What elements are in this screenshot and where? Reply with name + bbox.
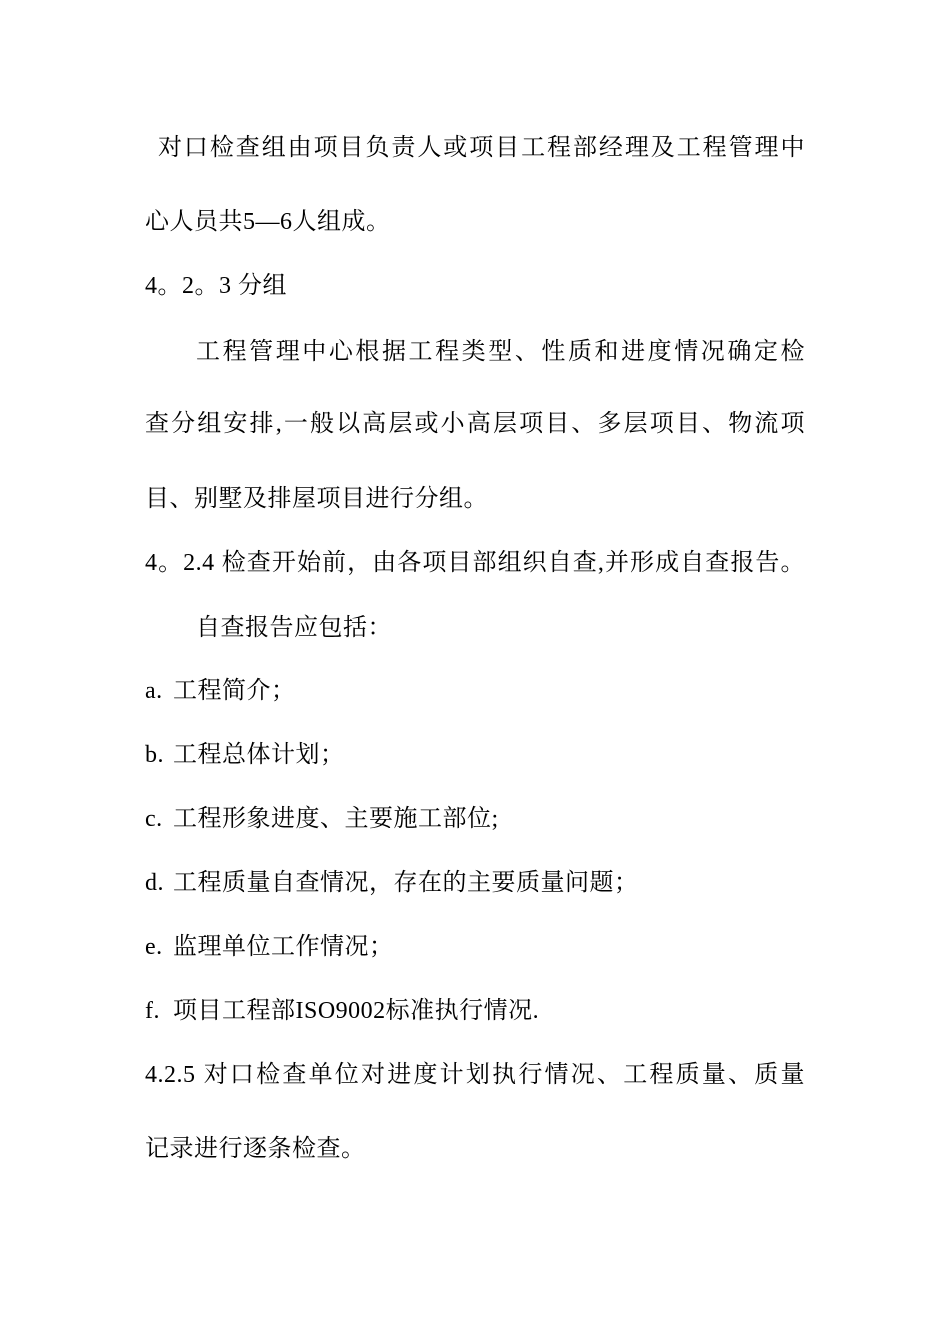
paragraph-line: 工程管理中心根据工程类型、性质和进度情况确定检	[196, 339, 805, 365]
list-marker: f.	[145, 998, 160, 1024]
list-item	[145, 803, 499, 835]
list-item-text: 工程质量自查情况，存在的主要质量问题；	[173, 870, 639, 896]
list-item	[145, 739, 345, 771]
list-item	[145, 995, 539, 1027]
list-item	[145, 867, 639, 899]
list-marker: a.	[145, 678, 163, 704]
list-item	[145, 931, 394, 963]
paragraph-line: 查分组安排,一般以高层或小高层项目、多层项目、物流项	[145, 411, 805, 437]
section-heading: 4。2.4 检查开始前，由各项目部组织自查,并形成自查报告。	[145, 550, 805, 576]
list-item	[145, 675, 296, 707]
list-item-text: 工程总体计划；	[173, 742, 345, 768]
paragraph-line: 目、别墅及排屋项目进行分组。	[145, 486, 488, 512]
list-marker: d.	[145, 870, 164, 896]
paragraph-line: 心人员共5—6人组成。	[145, 209, 391, 235]
paragraph-line: 4.2.5 对口检查单位对进度计划执行情况、工程质量、质量	[145, 1062, 805, 1088]
list-item-text: 工程形象进度、主要施工部位;	[173, 806, 499, 832]
list-item-text: 工程简介；	[173, 678, 296, 704]
list-item-text: 监理单位工作情况；	[173, 934, 394, 960]
list-intro: 自查报告应包括：	[196, 615, 392, 641]
list-item-text: 项目工程部ISO9002标准执行情况.	[173, 998, 540, 1024]
list-marker: b.	[145, 742, 164, 768]
section-heading: 4。2。3 分组	[145, 273, 287, 299]
list-marker: c.	[145, 806, 163, 832]
paragraph-line: 记录进行逐条检查。	[145, 1136, 366, 1162]
list-marker: e.	[145, 934, 163, 960]
paragraph-line: 对口检查组由项目负责人或项目工程部经理及工程管理中	[158, 135, 805, 161]
